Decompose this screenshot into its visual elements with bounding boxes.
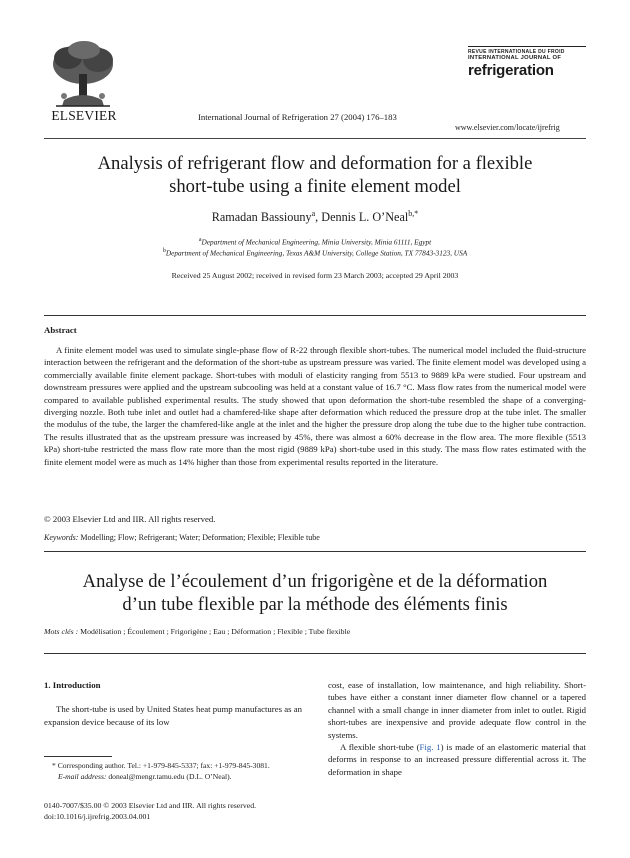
keywords	[44, 533, 320, 542]
footnotes	[44, 760, 302, 783]
email-label: E-mail address:	[58, 772, 107, 782]
affiliation-text: Department of Mechanical Engineering, Minia University, Minia 61111, Egypt	[201, 237, 432, 247]
journal-logo-line3: refrigeration	[468, 62, 554, 79]
french-title-line2: d’un tube flexible par la méthode des éléments finis	[122, 594, 508, 615]
header-divider	[44, 138, 586, 139]
french-keywords	[44, 627, 350, 636]
article-title-line2: short-tube using a finite element model	[169, 176, 461, 197]
footnote-divider	[44, 756, 112, 757]
body-paragraph	[328, 741, 586, 778]
body-paragraph: cost, ease of installation, low maintenance, and high reliability. Short-tubes have either a constant inner diameter flow channel or a tapered channel with a small change in inner diameter from inlet to outlet. Rigid short-tubes are inexpensive and provide adequate flow control in the systems.	[328, 680, 586, 740]
copyright-notice: © 2003 Elsevier Ltd and IIR. All rights reserved.	[44, 514, 216, 524]
received-dates: Received 25 August 2002; received in revised form 23 March 2003; accepted 29 April 2003	[171, 271, 459, 280]
keywords-label: Keywords:	[44, 533, 79, 542]
french-title	[40, 570, 590, 616]
body-divider	[44, 653, 586, 654]
issn-line: 0140-7007/$35.00 © 2003 Elsevier Ltd and IIR. All rights reserved.	[44, 801, 257, 810]
author-separator: ,	[315, 210, 322, 225]
abstract-body	[44, 344, 586, 468]
abstract-heading: Abstract	[44, 325, 77, 335]
affiliation-a	[40, 237, 590, 246]
affiliation-text: Department of Mechanical Engineering, Texas A&M University, College Station, TX 77843-3123, USA	[165, 248, 468, 258]
email-note	[44, 771, 302, 782]
abstract-paragraph: A finite element model was used to simulate single-phase flow of R-22 through flexible short-tubes. The numerical model included the fluid-structure interaction between the refrigerant and the deformation of the short-tube as upstream pressure was varied. The finite element model was developed using a commercially available finite element package. Short-tubes with moduli of elasticity ranging from 5513 to 9889 kPa were studied. Four upstream and downstream pressures were applied and the upstream subcooling was held at a constant value of 16.7 °C. Mass flow rates from the numerical model were compared to available published experimental results. The study showed that upon deformation the short-tube resembled the shape of a converging-diverging nozzle. Both tube inlet and outlet had a chamfered-like shape after deformation which reduced the pressure drop at the tube inlet. The smaller the modulus of the tube, the larger the chamfered-like angle at the inlet and the higher the pressure drop along the tube due to the higher tube contraction. The results illustrated that as the upstream pressure was increased by 45%, there was almost a 60% decrease in the flow area. The more flexible (5513 kPa) short-tube restricted the mass flow rate more than the most rigid (9889 kPa) short-tube used in this study. The mass flow rates estimated with the finite element model were as much as 14% higher than those from experimental results reported in the literature.	[44, 345, 586, 467]
author-name: Ramadan Bassiouny	[211, 210, 312, 225]
abstract-divider-bottom	[44, 551, 586, 552]
paragraph-text: ) is made of an elastomeric material that deforms in response to an increased pressure differential across it. The deformation in shape	[328, 742, 586, 777]
french-keywords-label: Mots clés :	[44, 627, 79, 636]
doi-link[interactable]: doi:10.1016/j.ijrefrig.2003.04.001	[44, 812, 151, 822]
author-name: Dennis L. O’Neal	[321, 210, 409, 225]
author-affiliation-mark: b,*	[408, 209, 419, 218]
left-column	[44, 679, 302, 728]
journal-logo-line1: REVUE INTERNATIONALE DU FROID	[468, 49, 565, 55]
article-title	[40, 152, 590, 198]
french-keywords-list: Modélisation ; Écoulement ; Frigorigène ; Eau ; Déformation ; Flexible ; Tube flexible	[78, 627, 351, 636]
journal-logo	[468, 46, 586, 79]
right-column	[328, 679, 586, 778]
journal-citation: International Journal of Refrigeration 27 (2004) 176–183	[198, 112, 397, 122]
keywords-list: Modelling; Flow; Refrigerant; Water; Deformation; Flexible; Flexible tube	[78, 533, 320, 542]
french-title-line1: Analyse de l’écoulement d’un frigorigène et de la déformation	[82, 571, 548, 592]
author-list	[40, 209, 590, 225]
section-heading: 1. Introduction	[44, 680, 101, 690]
affiliation-mark: a	[198, 237, 202, 243]
publisher-name: ELSEVIER	[51, 108, 117, 123]
corresponding-author-note: * Corresponding author. Tel.: +1-979-845-5337; fax: +1-979-845-3081.	[52, 761, 270, 770]
affiliation-b	[40, 248, 590, 257]
abstract-divider-top	[44, 315, 586, 316]
figure-link[interactable]: Fig. 1	[419, 742, 441, 753]
issn-doi	[44, 800, 256, 823]
journal-logo-rule	[468, 46, 586, 47]
affiliation-mark: b	[162, 248, 166, 254]
paragraph-text: A flexible short-tube (	[340, 742, 420, 753]
author-affiliation-mark: a	[311, 209, 316, 218]
article-title-line1: Analysis of refrigerant flow and deformation for a flexible	[97, 153, 533, 174]
journal-url-link[interactable]: www.elsevier.com/locate/ijrefrig	[455, 123, 560, 132]
email-address-link[interactable]: doneal@mengr.tamu.edu (D.L. O’Neal).	[106, 772, 232, 782]
body-paragraph: The short-tube is used by United States heat pump manufactures as an expansion device because of its low	[44, 704, 302, 727]
journal-logo-line2: INTERNATIONAL JOURNAL OF	[468, 55, 562, 61]
